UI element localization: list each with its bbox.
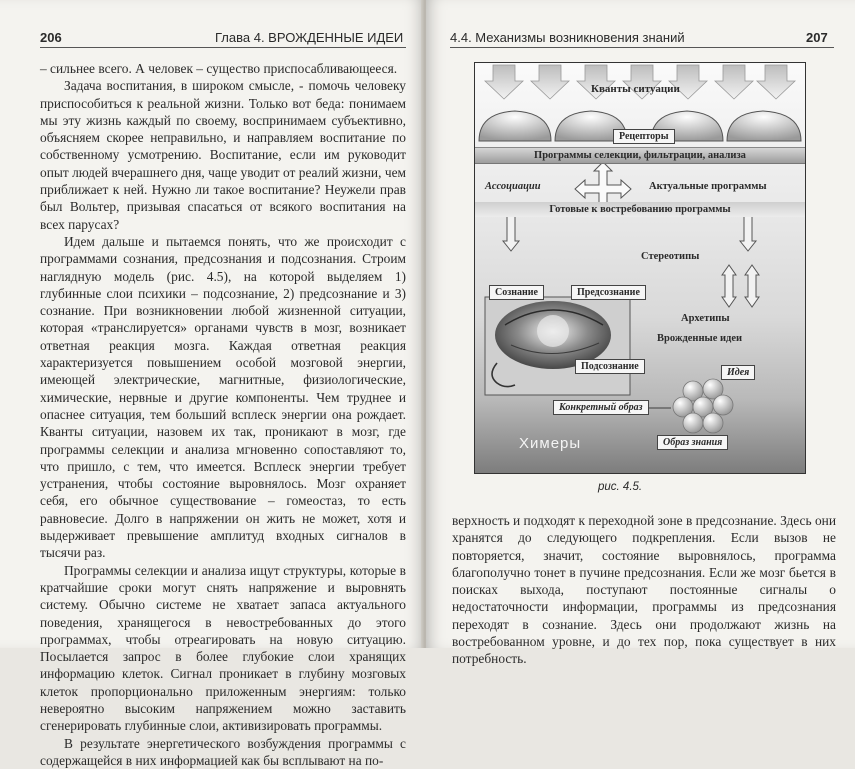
paragraph: В результате энергетического возбуждения программы с содержащейся в них информацией как бы всплывают на по- bbox=[40, 735, 406, 768]
paragraph: Идем дальше и пытаемся понять, что же происходит с программами сознания, предсознания и подсознания. Строим наглядную модель (рис. 4.5), на которой выделяем 1) глубинные слои психики – подсознание, 2) предсознание и 3) сознание. При возникновении любой жизненной ситуации, которая «транслируется» органами чувств в мозг, возникает ответная реакция мозга. Каждая ответная реакция характеризуется повышением особой мозговой энергии, имеющей электрические, магнитные, физиологические, химические, нервные и другие компоненты. Чем труднее и опаснее ситуация, тем больший всплеск энергии она рождает. Кванты ситуации, назовем их так, проникают в мозг, где программы селекции и анализа мгновенно сопоставляют то, что пришло, с тем, что имеется. Всплеск энергии требует устранения, чтобы состояние выровнялось. Мозг охраняет себя, его обычное существование – гомеостаз, то есть равновесие. Долго в напряжении он жить не может, хотя и выдерживает превышение амплитуд входных сигналов в тысячи раз. bbox=[40, 233, 406, 561]
left-page bbox=[0, 0, 424, 768]
left-page-number: 206 bbox=[40, 30, 62, 45]
label-chimeras: Химеры bbox=[519, 435, 582, 452]
paragraph: – сильнее всего. А человек – существо приспосабливающееся. bbox=[40, 61, 398, 76]
label-preconsciousness: Предсознание bbox=[571, 285, 646, 300]
right-page-number: 207 bbox=[806, 30, 828, 45]
paragraph: Задача воспитания, в широком смысле, - помочь человеку приспособиться к реальной жизни. Только вот беда: понимаем мы эту жизнь каждый по своему, воспринимаем субъективно, объясняем скорее неправильно, и направляем воспитание по собственному усмотрению. Воспитание, если им руководит опыт людей вчерашнего дня, чаще уводит от реалий жизни, чем приближает к ней. Нужно ли такое воспитание? Неужели прав был Вольтер, призывая спасаться от всякого воспитания на всех парусах? bbox=[40, 78, 406, 232]
paragraph: Программы селекции и анализа ищут структуры, которые в кратчайшие сроки могут снять напряжение и выровнять систему. Обычно системе не хватает запаса актуального поведения, хранящегося в невостребованных до этого программах, чтобы отреагировать на новую ситуацию. Посылается запрос в более глубокие слои хранящих информацию клеток. Сигнал проникает в глубину мозговых клеток пропорционально приложенным энергиям: только невероятно высоким напряжением можно заставить сгенерировать глубинные слои, активизировать программы. bbox=[40, 562, 406, 734]
figure-caption: рис. 4.5. bbox=[598, 481, 643, 493]
left-header-rule bbox=[40, 47, 406, 48]
label-consciousness: Сознание bbox=[489, 285, 544, 300]
figure-4-5 bbox=[474, 62, 806, 474]
label-selection: Программы селекции, фильтрации, анализа bbox=[475, 147, 805, 164]
label-knowledge-image: Образ знания bbox=[657, 435, 728, 450]
right-text-column bbox=[452, 512, 836, 668]
right-running-header: 4.4. Механизмы возникновения знаний bbox=[450, 30, 685, 45]
label-stereotypes: Стереотипы bbox=[641, 251, 700, 262]
label-subconscious: Подсознание bbox=[575, 359, 645, 374]
label-concrete-image: Конкретный образ bbox=[553, 400, 649, 415]
label-actual-programs: Актуальные программы bbox=[649, 181, 767, 192]
brain-head-image bbox=[485, 297, 630, 395]
label-innate-ideas: Врожденные идеи bbox=[657, 333, 743, 344]
paragraph: верхность и подходят к переходной зоне в предсознание. Здесь они хранятся до следующего подкрепления. Если вызов не повторяется, значит, состояние выровнялось, программа благополучно тонет в пучине предсознания. Если же мозг бьется в поисках выхода, поступают постоянные сигналы о недостаточности информации, программы из предсознания переходят в сознание. Здесь они продолжают жизнь на востребованном уровне, и до тех пор, пока существует в них потребность. bbox=[452, 513, 836, 667]
label-associations: Ассоциации bbox=[485, 181, 541, 192]
idea-spheres bbox=[673, 379, 733, 433]
left-text-column bbox=[40, 60, 406, 769]
label-receptors: Рецепторы bbox=[613, 129, 675, 144]
left-running-header: Глава 4. ВРОЖДЕННЫЕ ИДЕИ bbox=[215, 30, 404, 45]
label-quanta: Кванты ситуации bbox=[591, 83, 680, 95]
label-ready-programs: Готовые к востребованию программы bbox=[475, 202, 805, 217]
right-header-rule bbox=[450, 47, 834, 48]
label-archetypes: Архетипы bbox=[681, 313, 730, 324]
label-idea: Идея bbox=[721, 365, 755, 380]
